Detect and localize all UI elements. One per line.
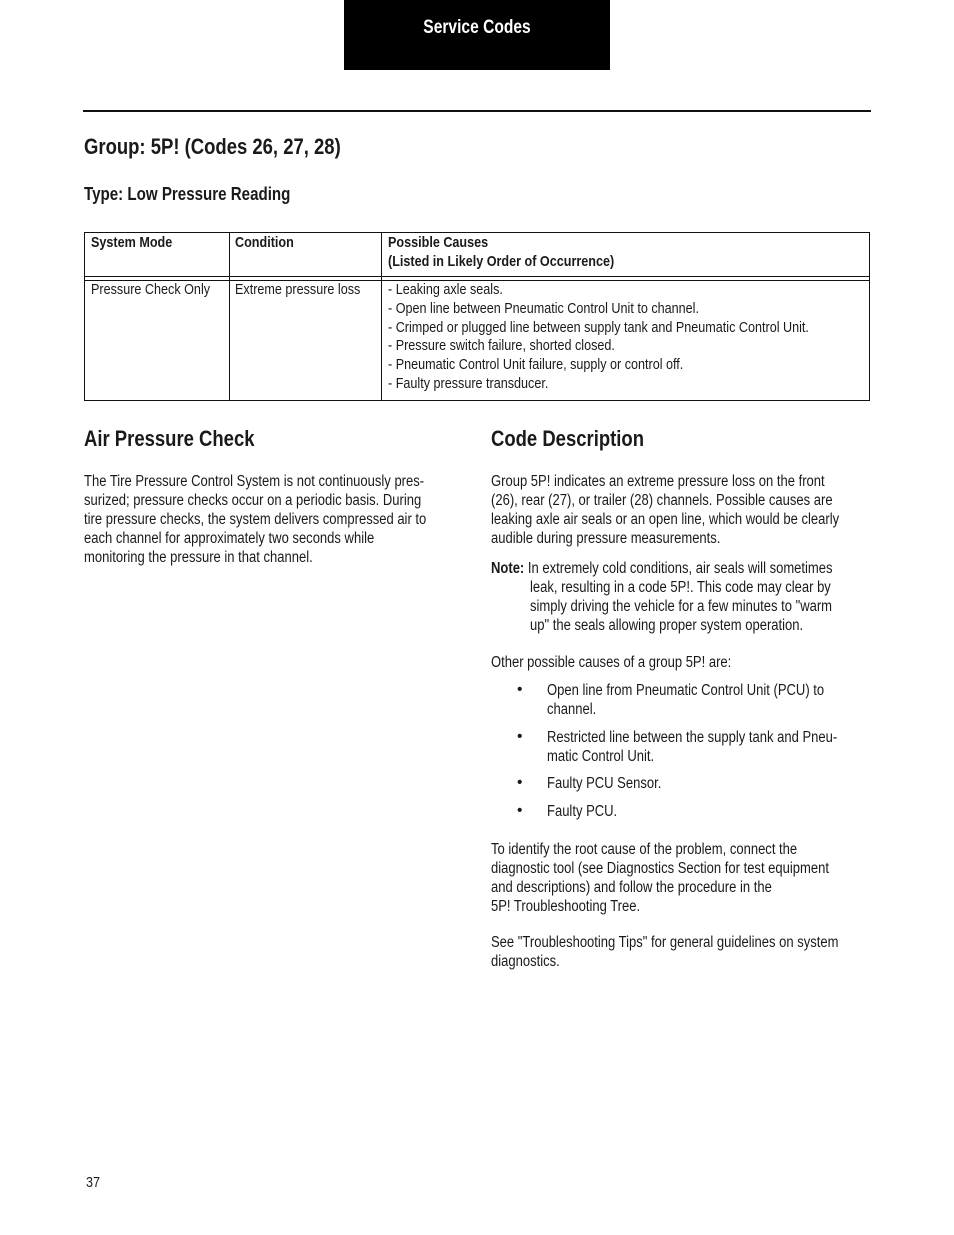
causes-table (84, 232, 870, 401)
note-block (491, 559, 898, 578)
table-header-system-mode: System Mode (91, 234, 173, 251)
paragraph-line: tire pressure checks, the system delivers compressed air to (84, 511, 427, 528)
bullet-icon: • (517, 728, 523, 745)
table-cell-cause: - Leaking axle seals. (388, 281, 503, 298)
identify-paragraph (491, 840, 893, 916)
paragraph-line: See "Troubleshooting Tips" for general guidelines on system (491, 934, 839, 951)
section-tab-label: Service Codes (423, 17, 531, 38)
table-header-order-note: (Listed in Likely Order of Occurrence) (388, 253, 615, 270)
table-cell-cause: - Crimped or plugged line between supply tank and Pneumatic Control Unit. (388, 319, 809, 336)
type-title: Type: Low Pressure Reading (84, 184, 291, 204)
bullet-line: Faulty PCU. (547, 803, 618, 820)
paragraph-line: surized; pressure checks occur on a periodic basis. During (84, 492, 422, 509)
table-cell-cause: - Pneumatic Control Unit failure, supply or control off. (388, 356, 684, 373)
bullet-icon: • (517, 802, 523, 819)
bullet-line: Open line from Pneumatic Control Unit (PCU) to (547, 682, 825, 699)
bullet-line: channel. (547, 701, 597, 718)
paragraph-line: (26), rear (27), or trailer (28) channels. Possible causes are (491, 492, 833, 509)
table-cell-cause: - Open line between Pneumatic Control Unit to channel. (388, 300, 699, 317)
bullet-line: Faulty PCU Sensor. (547, 775, 662, 792)
air-pressure-heading: Air Pressure Check (84, 426, 255, 451)
paragraph-line: audible during pressure measurements. (491, 530, 721, 547)
table-cell-condition: Extreme pressure loss (235, 281, 361, 298)
bullet-icon: • (517, 681, 523, 698)
paragraph-line: leaking axle air seals or an open line, which would be clearly (491, 511, 840, 528)
table-cell-cause: - Faulty pressure transducer. (388, 375, 549, 392)
paragraph-line: diagnostics. (491, 953, 560, 970)
bullet-text (547, 802, 631, 821)
note-continuation (530, 578, 890, 635)
paragraph-line: Group 5P! indicates an extreme pressure loss on the front (491, 473, 825, 490)
note-line: leak, resulting in a code 5P!. This code may clear by (530, 579, 831, 596)
paragraph-line: diagnostic tool (see Diagnostics Section for test equipment (491, 860, 829, 877)
note-label: Note: (491, 560, 525, 577)
note-line: simply driving the vehicle for a few minutes to "warm (530, 598, 833, 615)
paragraph-line: and descriptions) and follow the procedure in the (491, 879, 772, 896)
paragraph-line: The Tire Pressure Control System is not continuously pres- (84, 473, 425, 490)
paragraph-line: 5P! Troubleshooting Tree. (491, 898, 641, 915)
header-rule (83, 110, 871, 112)
air-pressure-paragraph (84, 472, 491, 567)
bullet-text (547, 681, 877, 719)
group-title: Group: 5P! (Codes 26, 27, 28) (84, 134, 341, 159)
table-header-possible-causes: Possible Causes (388, 234, 489, 251)
note-line: up" the seals allowing proper system operation. (530, 617, 804, 634)
table-header-rule (85, 276, 869, 277)
code-description-intro (491, 472, 905, 548)
paragraph-line: each channel for approximately two seconds while (84, 530, 375, 547)
table-cell-system-mode: Pressure Check Only (91, 281, 211, 298)
bullet-text (547, 728, 893, 766)
note-text: In extremely cold conditions, air seals will sometimes (527, 560, 833, 577)
bullet-icon: • (517, 774, 523, 791)
section-tab (344, 0, 610, 70)
table-col-divider (229, 233, 230, 400)
see-tips-paragraph (491, 933, 905, 971)
code-description-heading: Code Description (491, 426, 644, 451)
page-number: 37 (86, 1174, 101, 1191)
note-first-line (491, 559, 833, 578)
table-cell-cause: - Pressure switch failure, shorted closed. (388, 337, 615, 354)
bullet-text (547, 774, 683, 793)
paragraph-line: monitoring the pressure in that channel. (84, 549, 313, 566)
table-col-divider (381, 233, 382, 400)
bullet-line: Restricted line between the supply tank and Pneu- (547, 729, 838, 746)
table-header-condition: Condition (235, 234, 294, 251)
paragraph-line: To identify the root cause of the problem, connect the (491, 841, 798, 858)
other-causes-intro (491, 653, 777, 672)
paragraph-line: Other possible causes of a group 5P! are: (491, 654, 732, 671)
bullet-line: matic Control Unit. (547, 748, 655, 765)
